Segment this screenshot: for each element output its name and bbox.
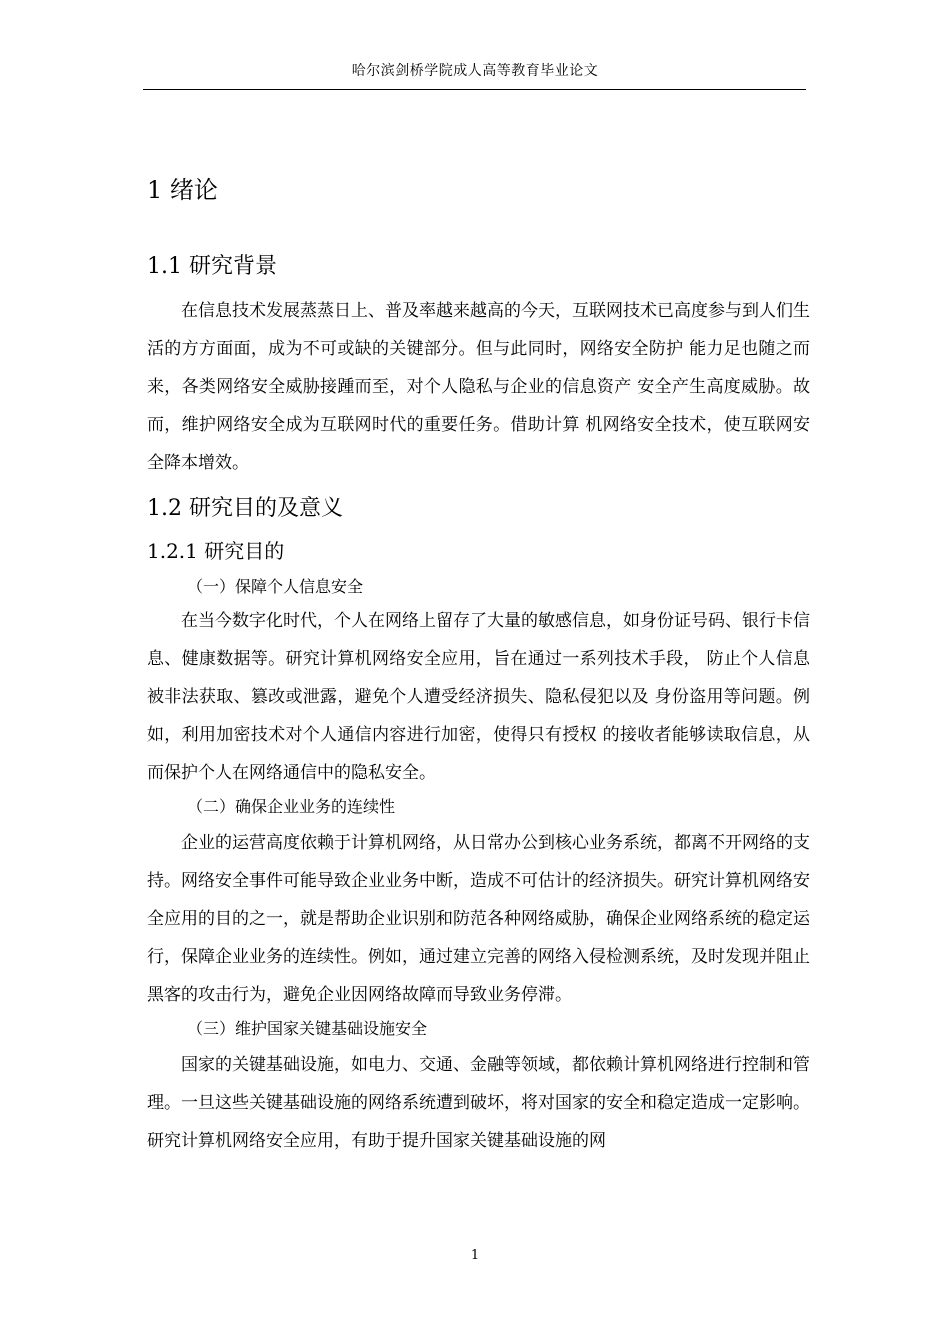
subsection-heading-purpose: 1.2.1 研究目的	[147, 539, 285, 563]
infrastructure-paragraph: 国家的关键基础设施，如电力、交通、金融等领域，都依赖计算机网络进行控制和管理。一旦这些关键基础设施的网络系统遭到破坏，将对国家的安全和稳定造成一定影响。研究计算机网络安全应用，有助于提升国家关键基础设施的网	[147, 1055, 810, 1151]
item-title-personal-info: （一）保障个人信息安全	[187, 577, 364, 596]
item-title-infrastructure: （三）维护国家关键基础设施安全	[187, 1019, 428, 1038]
personal-info-paragraph: 在当今数字化时代，个人在网络上留存了大量的敏感信息，如身份证号码、银行卡信息、健康数据等。研究计算机网络安全应用，旨在通过一系列技术手段， 防止个人信息被非法获取、篡改或泄露，避免个人遭受经济损失、隐私侵犯以及 身份盗用等问题。例如，利用加密技术对个人通信内容进行加密，使得只有授权 的接收者能够读取信息，从而保护个人在网络通信中的隐私安全。	[147, 611, 810, 783]
header-divider	[143, 89, 806, 90]
section-heading-purpose-significance: 1.2 研究目的及意义	[147, 496, 343, 521]
document-body	[147, 170, 810, 1160]
page-number: 1	[470, 1248, 480, 1263]
background-paragraph: 在信息技术发展蒸蒸日上、普及率越来越高的今天，互联网技术已高度参与到人们生活的方方面面，成为不可或缺的关键部分。但与此同时，网络安全防护 能力足也随之而来，各类网络安全威胁接踵而至，对个人隐私与企业的信息资产 安全产生高度威胁。故而，维护网络安全成为互联网时代的重要任务。借助计算 机网络安全技术，使互联网安全降本增效。	[147, 301, 810, 473]
section-heading-background: 1.1 研究背景	[147, 254, 277, 279]
business-continuity-paragraph: 企业的运营高度依赖于计算机网络，从日常办公到核心业务系统，都离不开网络的支持。网络安全事件可能导致企业业务中断，造成不可估计的经济损失。研究计算机网络安全应用的目的之一，就是帮助企业识别和防范各种网络威胁，确保企业网络系统的稳定运行，保障企业业务的连续性。例如，通过建立完善的网络入侵检测系统，及时发现并阻止黑客的攻击行为，避免企业因网络故障而导致业务停滞。	[147, 833, 810, 1005]
page-header-title: 哈尔滨剑桥学院成人高等教育毕业论文	[351, 63, 599, 79]
item-title-business-continuity: （二）确保企业业务的连续性	[187, 797, 396, 816]
chapter-title: 1 绪论	[147, 176, 218, 204]
